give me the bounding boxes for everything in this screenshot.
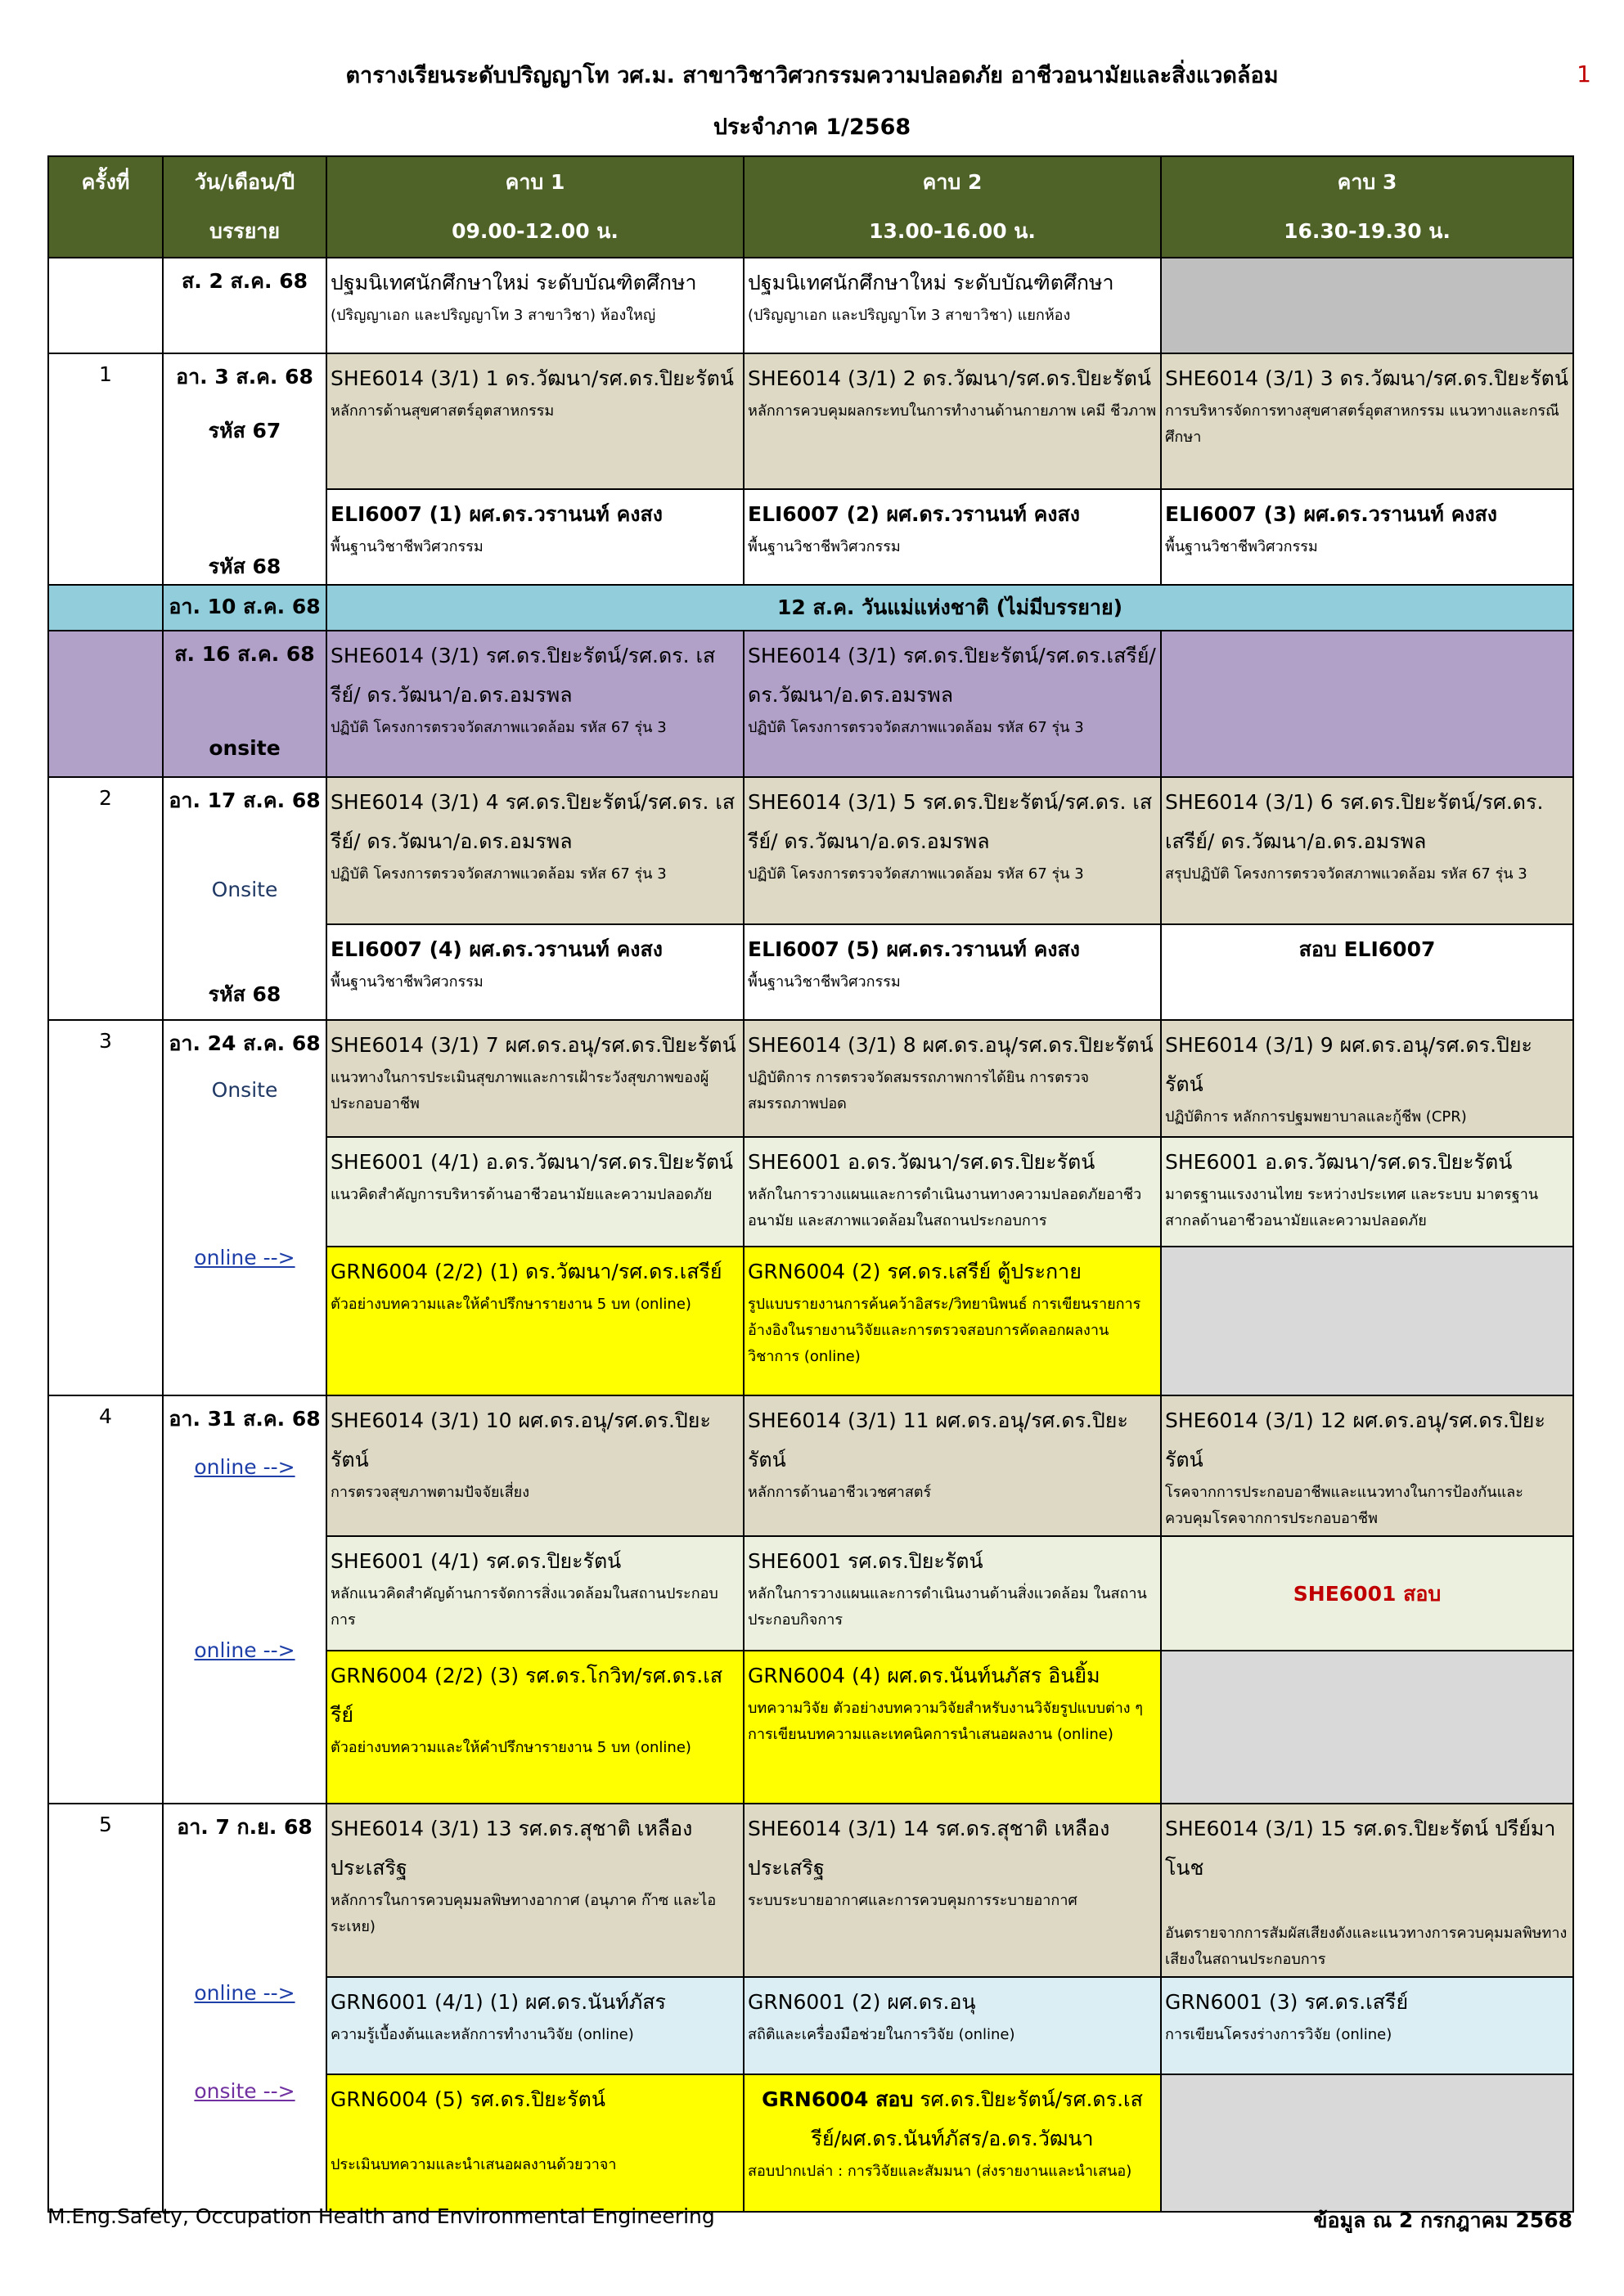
session-number — [48, 585, 163, 631]
period-cell: SHE6014 (3/1) 12 ผศ.ดร.อนุ/รศ.ดร.ปิยะรัตน์ โรคจากการประกอบอาชีพและแนวทางในการป้องกันและควบคุมโรคจากการประกอบอาชีพ — [1161, 1395, 1573, 1536]
period-cell: GRN6001 (2) ผศ.ดร.อนุ สถิติและเครื่องมือช่วยในการวิจัย (online) — [744, 1977, 1161, 2074]
table-row — [48, 777, 1573, 924]
header-period-3: คาบ 3 16.30-19.30 น. — [1161, 156, 1573, 258]
period-cell: ปฐมนิเทศนักศึกษาใหม่ ระดับบัณฑิตศึกษา (ปริญญาเอก และปริญญาโท 3 สาขาวิชา) ห้องใหญ่ — [326, 258, 744, 353]
schedule-table — [47, 155, 1574, 2213]
period-cell: ELI6007 (3) ผศ.ดร.วรานนท์ คงสง พื้นฐานวิชาชีพวิศวกรรม — [1161, 489, 1573, 585]
period-cell: SHE6014 (3/1) 2 ดร.วัฒนา/รศ.ดร.ปิยะรัตน์ หลักการควบคุมผลกระทบในการทำงานด้านกายภาพ เคมี ชีวภาพ — [744, 353, 1161, 489]
period-cell: GRN6004 (5) รศ.ดร.ปิยะรัตน์ ประเมินบทความและนำเสนอผลงานด้วยวาจา — [326, 2074, 744, 2212]
period-cell: SHE6001 อ.ดร.วัฒนา/รศ.ดร.ปิยะรัตน์ มาตรฐานแรงงานไทย ระหว่างประเทศ และระบบ มาตรฐานสากลด้านอาชีวอนามัยและความปลอดภัย — [1161, 1137, 1573, 1247]
table-row — [48, 258, 1573, 353]
footer-program-name: M.Eng.Safety, Occupation Health and Environmental Engineering — [47, 2204, 715, 2228]
header-period-2: คาบ 2 13.00-16.00 น. — [744, 156, 1161, 258]
mode-label: onsite — [209, 736, 281, 760]
online-link[interactable]: online --> — [194, 1455, 295, 1479]
session-number: 2 — [48, 777, 163, 1020]
session-number — [48, 258, 163, 353]
holiday-note: 12 ส.ค. วันแม่แห่งชาติ (ไม่มีบรรยาย) — [326, 585, 1573, 631]
period-cell: SHE6014 (3/1) 6 รศ.ดร.ปิยะรัตน์/รศ.ดร. เสรีย์/ ดร.วัฒนา/อ.ดร.อมรพล สรุปปฏิบัติ โครงการตรวจวัดสภาพแวดล้อม รหัส 67 รุ่น 3 — [1161, 777, 1573, 924]
code-67-label: รหัส 67 — [208, 419, 281, 443]
period-cell: SHE6014 (3/1) 7 ผศ.ดร.อนุ/รศ.ดร.ปิยะรัตน์ แนวทางในการประเมินสุขภาพและการเฝ้าระวังสุขภาพของผู้ประกอบอาชีพ — [326, 1020, 744, 1137]
period-cell: SHE6014 (3/1) 10 ผศ.ดร.อนุ/รศ.ดร.ปิยะรัตน์ การตรวจสุขภาพตามปัจจัยเสี่ยง — [326, 1395, 744, 1536]
table-row — [48, 1804, 1573, 1977]
page-number: 1 — [1577, 61, 1591, 88]
header-session-number: ครั้งที่ — [48, 156, 163, 258]
period-cell: SHE6001 (4/1) อ.ดร.วัฒนา/รศ.ดร.ปิยะรัตน์ แนวคิดสำคัญการบริหารด้านอาชีวอนามัยและความปลอดภัย — [326, 1137, 744, 1247]
period-cell: ELI6007 (5) ผศ.ดร.วรานนท์ คงสง พื้นฐานวิชาชีพวิศวกรรม — [744, 924, 1161, 1020]
session-number: 4 — [48, 1395, 163, 1804]
empty-period-cell — [1161, 631, 1573, 777]
exam-cell: สอบ ELI6007 — [1161, 924, 1573, 1020]
table-header-row — [48, 156, 1573, 258]
period-cell: SHE6001 อ.ดร.วัฒนา/รศ.ดร.ปิยะรัตน์ หลักในการวางแผนและการดำเนินงานทางความปลอดภัยอาชีวอนามัย และสภาพแวดล้อมในสถานประกอบการ — [744, 1137, 1161, 1247]
period-cell: SHE6014 (3/1) รศ.ดร.ปิยะรัตน์/รศ.ดร. เสรีย์/ ดร.วัฒนา/อ.ดร.อมรพล ปฏิบัติ โครงการตรวจวัดสภาพแวดล้อม รหัส 67 รุ่น 3 — [326, 631, 744, 777]
date-cell: อา. 10 ส.ค. 68 — [163, 585, 326, 631]
code-68-label: รหัส 68 — [208, 555, 281, 578]
session-number: 5 — [48, 1804, 163, 2212]
period-cell: ELI6007 (4) ผศ.ดร.วรานนท์ คงสง พื้นฐานวิชาชีพวิศวกรรม — [326, 924, 744, 1020]
period-cell: SHE6014 (3/1) 15 รศ.ดร.ปิยะรัตน์ ปรีย์มาโนช อันตรายจากการสัมผัสเสียงดังและแนวทางการควบคุมมลพิษทางเสียงในสถานประกอบการ — [1161, 1804, 1573, 1977]
exam-cell: SHE6001 สอบ — [1161, 1536, 1573, 1651]
online-link[interactable]: online --> — [194, 1638, 295, 1662]
table-row — [48, 353, 1573, 489]
document-title: ตารางเรียนระดับปริญญาโท วศ.ม. สาขาวิชาวิศวกรรมความปลอดภัย อาชีวอนามัยและสิ่งแวดล้อม — [345, 63, 1279, 88]
header-date: วัน/เดือน/ปี บรรยาย — [163, 156, 326, 258]
period-cell: SHE6001 (4/1) รศ.ดร.ปิยะรัตน์ หลักแนวคิดสำคัญด้านการจัดการสิ่งแวดล้อมในสถานประกอบการ — [326, 1536, 744, 1651]
period-cell: GRN6004 (2/2) (3) รศ.ดร.โกวิท/รศ.ดร.เสรีย์ ตัวอย่างบทความและให้คำปรึกษารายงาน 5 บท (online) — [326, 1651, 744, 1804]
header-period-1: คาบ 1 09.00-12.00 น. — [326, 156, 744, 258]
period-cell: SHE6014 (3/1) 5 รศ.ดร.ปิยะรัตน์/รศ.ดร. เสรีย์/ ดร.วัฒนา/อ.ดร.อมรพล ปฏิบัติ โครงการตรวจวัดสภาพแวดล้อม รหัส 67 รุ่น 3 — [744, 777, 1161, 924]
document-subtitle: ประจำภาค 1/2568 — [713, 115, 911, 140]
period-cell: SHE6014 (3/1) 9 ผศ.ดร.อนุ/รศ.ดร.ปิยะรัตน์ ปฏิบัติการ หลักการปฐมพยาบาลและกู้ชีพ (CPR) — [1161, 1020, 1573, 1137]
session-number: 1 — [48, 353, 163, 585]
session-number: 3 — [48, 1020, 163, 1395]
table-row — [48, 1020, 1573, 1137]
period-cell: SHE6014 (3/1) 4 รศ.ดร.ปิยะรัตน์/รศ.ดร. เสรีย์/ ดร.วัฒนา/อ.ดร.อมรพล ปฏิบัติ โครงการตรวจวัดสภาพแวดล้อม รหัส 67 รุ่น 3 — [326, 777, 744, 924]
period-cell: ปฐมนิเทศนักศึกษาใหม่ ระดับบัณฑิตศึกษา (ปริญญาเอก และปริญญาโท 3 สาขาวิชา) แยกห้อง — [744, 258, 1161, 353]
empty-period-cell — [1161, 1247, 1573, 1395]
period-cell: SHE6014 (3/1) 1 ดร.วัฒนา/รศ.ดร.ปิยะรัตน์ หลักการด้านสุขศาสตร์อุตสาหกรรม — [326, 353, 744, 489]
period-cell: GRN6001 (4/1) (1) ผศ.ดร.นันท์ภัสร ความรู้เบื้องต้นและหลักการทำงานวิจัย (online) — [326, 1977, 744, 2074]
date-cell: อา. 7 ก.ย. 68 online --> onsite --> — [163, 1804, 326, 2212]
period-cell: SHE6014 (3/1) รศ.ดร.ปิยะรัตน์/รศ.ดร.เสรีย์/ ดร.วัฒนา/อ.ดร.อมรพล ปฏิบัติ โครงการตรวจวัดสภาพแวดล้อม รหัส 67 รุ่น 3 — [744, 631, 1161, 777]
period-cell: GRN6001 (3) รศ.ดร.เสรีย์ การเขียนโครงร่างการวิจัย (online) — [1161, 1977, 1573, 2074]
table-row — [48, 631, 1573, 777]
session-number — [48, 631, 163, 777]
examiners: รศ.ดร.ปิยะรัตน์/รศ.ดร.เสรีย์/ผศ.ดร.นันท์ภัสร/อ.ดร.วัฒนา — [811, 2087, 1143, 2150]
period-cell: SHE6014 (3/1) 13 รศ.ดร.สุชาติ เหลือง ประเสริฐ หลักการในการควบคุมมลพิษทางอากาศ (อนุภาค ก๊าซ และไอระเหย) — [326, 1804, 744, 1977]
period-cell: ELI6007 (2) ผศ.ดร.วรานนท์ คงสง พื้นฐานวิชาชีพวิศวกรรม — [744, 489, 1161, 585]
date-cell: อา. 17 ส.ค. 68 Onsite รหัส 68 — [163, 777, 326, 1020]
mode-label: Onsite — [211, 878, 278, 901]
table-row-holiday — [48, 585, 1573, 631]
period-cell: GRN6004 (4) ผศ.ดร.นันท์นภัสร อินยิ้ม บทความวิจัย ตัวอย่างบทความวิจัยสำหรับงานวิจัยรูปแบบต่าง ๆ การเขียนบทความและเทคนิคการนำเสนอผลงาน (online) — [744, 1651, 1161, 1804]
period-cell: ELI6007 (1) ผศ.ดร.วรานนท์ คงสง พื้นฐานวิชาชีพวิศวกรรม — [326, 489, 744, 585]
empty-period-cell — [1161, 258, 1573, 353]
code-68-label: รหัส 68 — [208, 982, 281, 1006]
onsite-link[interactable]: onsite --> — [194, 2079, 295, 2103]
exam-label: GRN6004 สอบ — [762, 2087, 914, 2111]
date-cell: อา. 31 ส.ค. 68 online --> online --> — [163, 1395, 326, 1804]
online-link[interactable]: online --> — [194, 1246, 295, 1269]
table-row — [48, 1395, 1573, 1536]
online-link[interactable]: online --> — [194, 1981, 295, 2005]
period-cell: SHE6014 (3/1) 3 ดร.วัฒนา/รศ.ดร.ปิยะรัตน์ การบริหารจัดการทางสุขศาสตร์อุตสาหกรรม แนวทางและกรณีศึกษา — [1161, 353, 1573, 489]
mode-label: Onsite — [211, 1078, 278, 1102]
date-cell: ส. 16 ส.ค. 68 onsite — [163, 631, 326, 777]
period-cell: SHE6014 (3/1) 8 ผศ.ดร.อนุ/รศ.ดร.ปิยะรัตน์ ปฏิบัติการ การตรวจวัดสมรรถภาพการได้ยิน การตรวจสมรรถภาพปอด — [744, 1020, 1161, 1137]
date-cell: อา. 24 ส.ค. 68 Onsite online --> — [163, 1020, 326, 1395]
date-cell: ส. 2 ส.ค. 68 — [163, 258, 326, 353]
period-cell: GRN6004 (2) รศ.ดร.เสรีย์ ตู้ประกาย รูปแบบรายงานการค้นคว้าอิสระ/วิทยานิพนธ์ การเขียนรายการอ้างอิงในรายงานวิจัยและการตรวจสอบการคัดลอกผลงานวิชาการ (online) — [744, 1247, 1161, 1395]
exam-cell: GRN6004 สอบ รศ.ดร.ปิยะรัตน์/รศ.ดร.เสรีย์/ผศ.ดร.นันท์ภัสร/อ.ดร.วัฒนา สอบปากเปล่า : การวิจัยและสัมมนา (ส่งรายงานและนำเสนอ) — [744, 2074, 1161, 2212]
footer-date: ข้อมูล ณ 2 กรกฎาคม 2568 — [1313, 2208, 1572, 2232]
period-cell: SHE6014 (3/1) 11 ผศ.ดร.อนุ/รศ.ดร.ปิยะรัตน์ หลักการด้านอาชีวเวชศาสตร์ — [744, 1395, 1161, 1536]
period-cell: GRN6004 (2/2) (1) ดร.วัฒนา/รศ.ดร.เสรีย์ ตัวอย่างบทความและให้คำปรึกษารายงาน 5 บท (online) — [326, 1247, 744, 1395]
period-cell: SHE6001 รศ.ดร.ปิยะรัตน์ หลักในการวางแผนและการดำเนินงานด้านสิ่งแวดล้อม ในสถานประกอบกิจการ — [744, 1536, 1161, 1651]
empty-period-cell — [1161, 1651, 1573, 1804]
date-cell: อา. 3 ส.ค. 68 รหัส 67 รหัส 68 — [163, 353, 326, 585]
period-cell: SHE6014 (3/1) 14 รศ.ดร.สุชาติ เหลือง ประเสริฐ ระบบระบายอากาศและการควบคุมการระบายอากาศ — [744, 1804, 1161, 1977]
empty-period-cell — [1161, 2074, 1573, 2212]
